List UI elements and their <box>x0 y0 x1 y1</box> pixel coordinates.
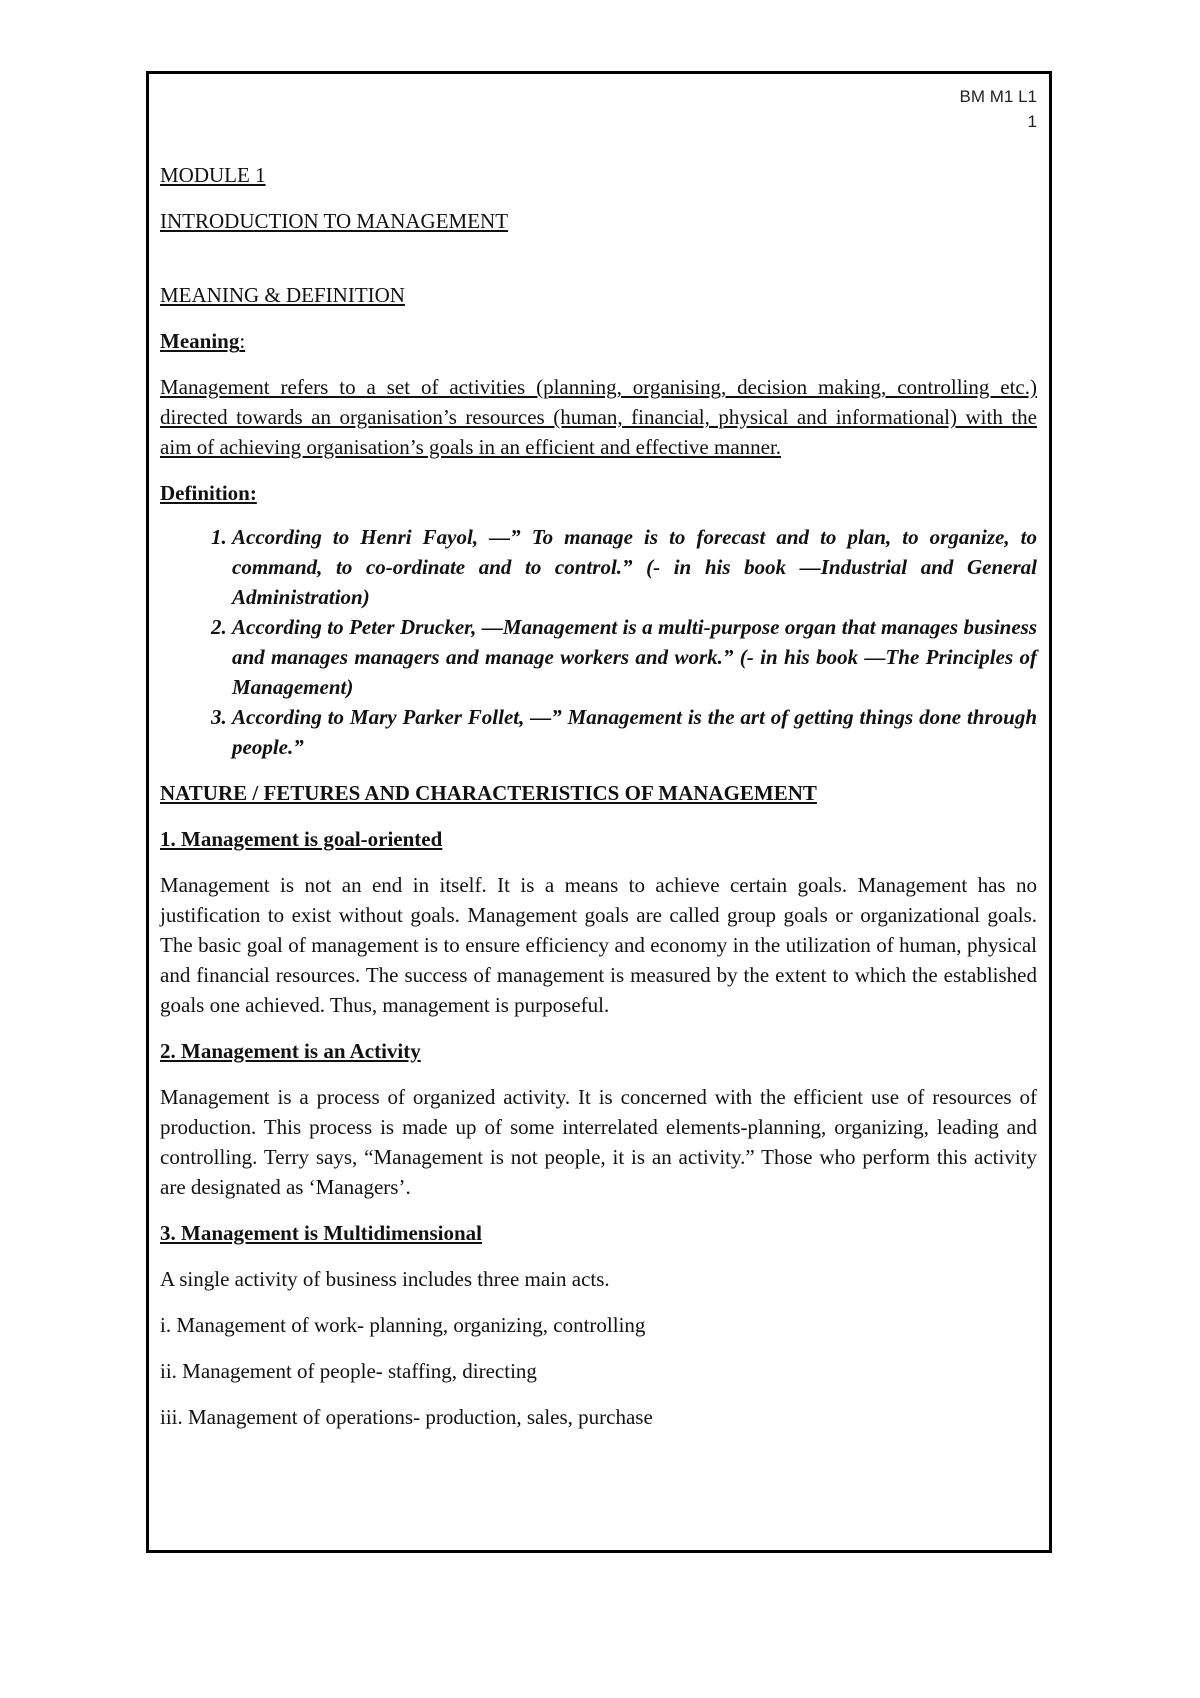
section-3-item: ii. Management of people- staffing, directing <box>160 1359 537 1383</box>
page-number: 1 <box>1027 112 1037 131</box>
document-body <box>160 160 1037 1448</box>
meaning-text: Management refers to a set of activities (planning, organising, decision making, controlling etc.) directed towards an organisation’s resources (human, financial, physical and informational) with the aim of achieving organisation’s goals in an efficient and effective manner. <box>160 375 1037 459</box>
section-3-item: i. Management of work- planning, organizing, controlling <box>160 1313 646 1337</box>
section-3-item: iii. Management of operations- production, sales, purchase <box>160 1405 653 1429</box>
meaning-colon: : <box>239 329 246 353</box>
section-3-title: 3. Management is Multidimensional <box>160 1221 483 1245</box>
section-2-title: 2. Management is an Activity <box>160 1039 421 1063</box>
module-title: MODULE 1 <box>160 163 266 187</box>
meaning-label: Meaning <box>160 329 240 353</box>
meaning-definition-heading: MEANING & DEFINITION <box>160 283 405 307</box>
definitions-list <box>160 522 1037 762</box>
definition-label: Definition: <box>160 481 257 505</box>
header-code: BM M1 L1 <box>959 87 1037 106</box>
section-1-text: Management is not an end in itself. It is a means to achieve certain goals. Management has no justification to exist without goals. Management goals are called group goals or organizational goals. The basic goal of management is to ensure efficiency and economy in the utilization of human, physical and financial resources. The success of management is measured by the extent to which the established goals one achieved. Thus, management is purposeful. <box>160 873 1037 1017</box>
definition-item: 2. According to Peter Drucker, —Management is a multi-purpose organ that manages business and manages managers and manage workers and work.” (- in his book —The Principles of Management) <box>232 612 1037 702</box>
meaning-label-line <box>160 326 1037 356</box>
definition-item: 1. According to Henri Fayol, —” To manage is to forecast and to plan, to organize, to command, to co-ordinate and to control.” (- in his book —Industrial and General Administration) <box>232 522 1037 612</box>
page-border <box>146 71 1052 1553</box>
module-subtitle: INTRODUCTION TO MANAGEMENT <box>160 209 509 233</box>
section-3-intro: A single activity of business includes three main acts. <box>160 1267 610 1291</box>
definition-item: 3. According to Mary Parker Follet, —” Management is the art of getting things done through people.” <box>232 702 1037 762</box>
section-1-title: 1. Management is goal-oriented <box>160 827 443 851</box>
section-2-text: Management is a process of organized activity. It is concerned with the efficient use of resources of production. This process is made up of some interrelated elements-planning, organizing, leading and controlling. Terry says, “Management is not people, it is an activity.” Those who perform this activity are designated as ‘Managers’. <box>160 1085 1037 1199</box>
nature-heading: NATURE / FETURES AND CHARACTERISTICS OF MANAGEMENT <box>160 781 817 805</box>
running-header <box>960 84 1037 134</box>
